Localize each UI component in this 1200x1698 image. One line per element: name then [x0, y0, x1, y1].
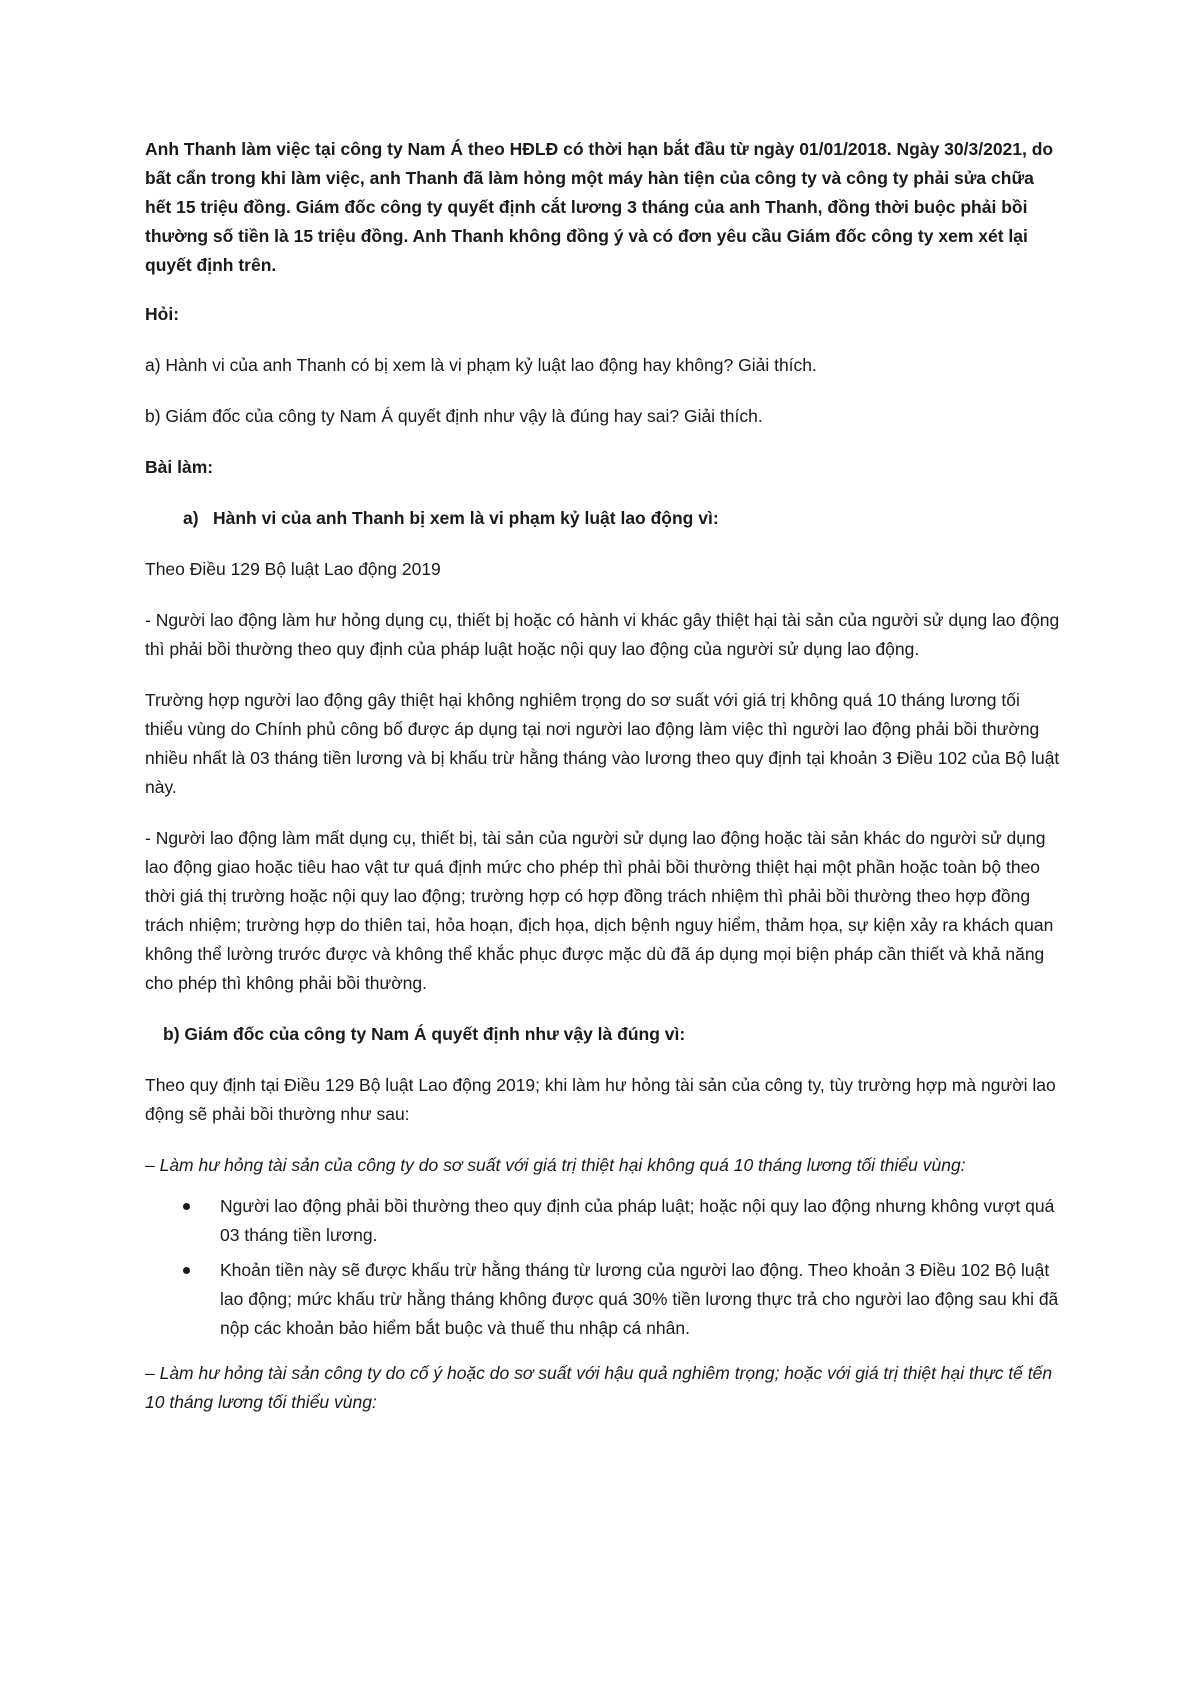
bullet-dot-icon: [183, 1267, 190, 1274]
section-a-law-ref: Theo Điều 129 Bộ luật Lao động 2019: [145, 559, 441, 579]
section-a-para-3: - Người lao động làm mất dụng cụ, thiết bị, tài sản của người sử dụng lao động hoặc tài sản khác do người sử dụng lao động giao hoặc tiêu hao vật tư quá định mức cho phép thì phải bồi thường thiệt hại một phần hoặc toàn bộ theo thời giá thị trường hoặc nội quy lao động; trường hợp có hợp đồng trách nhiệm thì phải bồi thường theo hợp đồng trách nhiệm; trường hợp do thiên tai, hỏa hoạn, địch họa, dịch bệnh nguy hiểm, thảm họa, sự kiện xảy ra khách quan không thể lường trước được và không thể khắc phục được mặc dù đã áp dụng mọi biện pháp cần thiết và khả năng cho phép thì không phải bồi thường.: [145, 828, 1054, 993]
question-label: Hỏi:: [145, 304, 180, 324]
section-a-marker: a): [183, 508, 199, 528]
bullet-dot-icon: [183, 1203, 190, 1210]
section-b-italic-2: – Làm hư hỏng tài sản công ty do cố ý hoặc do sơ suất với hậu quả nghiêm trọng; hoặc với giá trị thiệt hại thực tế tến 10 tháng lương tối thiểu vùng:: [145, 1363, 1053, 1412]
list-item: [145, 1192, 1060, 1250]
intro-paragraph: Anh Thanh làm việc tại công ty Nam Á theo HĐLĐ có thời hạn bắt đầu từ ngày 01/01/2018. Ngày 30/3/2021, do bất cẩn trong khi làm việc, anh Thanh đã làm hỏng một máy hàn tiện của công ty và công ty phải sửa chữa hết 15 triệu đồng. Giám đốc công ty quyết định cắt lương 3 tháng của anh Thanh, đồng thời buộc phải bồi thường số tiền là 15 triệu đồng. Anh Thanh không đồng ý và có đơn yêu cầu Giám đốc công ty xem xét lại quyết định trên.: [145, 139, 1054, 275]
section-a-heading: [145, 504, 1060, 533]
section-b-bullet-list: [145, 1192, 1060, 1343]
section-a-para-2: Trường hợp người lao động gây thiệt hại không nghiêm trọng do sơ suất với giá trị không quá 10 tháng lương tối thiểu vùng do Chính phủ công bố được áp dụng tại nơi người lao động làm việc thì người lao động phải bồi thường nhiều nhất là 03 tháng tiền lương và bị khấu trừ hằng tháng vào lương theo quy định tại khoản 3 Điều 102 của Bộ luật này.: [145, 690, 1060, 797]
list-item-text: Người lao động phải bồi thường theo quy định của pháp luật; hoặc nội quy lao động nhưng không vượt quá 03 tháng tiền lương.: [220, 1196, 1055, 1245]
list-item: [145, 1256, 1060, 1343]
question-a: a) Hành vi của anh Thanh có bị xem là vi phạm kỷ luật lao động hay không? Giải thích.: [145, 355, 817, 375]
answer-label: Bài làm:: [145, 457, 214, 477]
section-b-para-1: Theo quy định tại Điều 129 Bộ luật Lao động 2019; khi làm hư hỏng tài sản của công ty, tùy trường hợp mà người lao động sẽ phải bồi thường như sau:: [145, 1075, 1056, 1124]
section-a-para-1: - Người lao động làm hư hỏng dụng cụ, thiết bị hoặc có hành vi khác gây thiệt hại tài sản của người sử dụng lao động thì phải bồi thường theo quy định của pháp luật hoặc nội quy lao động của người sử dụng lao động.: [145, 610, 1060, 659]
section-b-heading: b) Giám đốc của công ty Nam Á quyết định như vậy là đúng vì:: [163, 1024, 686, 1044]
section-a-heading-text: Hành vi của anh Thanh bị xem là vi phạm kỷ luật lao động vì:: [213, 508, 719, 528]
section-b-italic-1: – Làm hư hỏng tài sản của công ty do sơ suất với giá trị thiệt hại không quá 10 tháng lương tối thiểu vùng:: [145, 1155, 966, 1175]
question-b: b) Giám đốc của công ty Nam Á quyết định như vậy là đúng hay sai? Giải thích.: [145, 406, 763, 426]
list-item-text: Khoản tiền này sẽ được khấu trừ hằng tháng từ lương của người lao động. Theo khoản 3 Điều 102 Bộ luật lao động; mức khấu trừ hằng tháng không được quá 30% tiền lương thực trả cho người lao động sau khi đã nộp các khoản bảo hiểm bắt buộc và thuế thu nhập cá nhân.: [220, 1260, 1059, 1338]
